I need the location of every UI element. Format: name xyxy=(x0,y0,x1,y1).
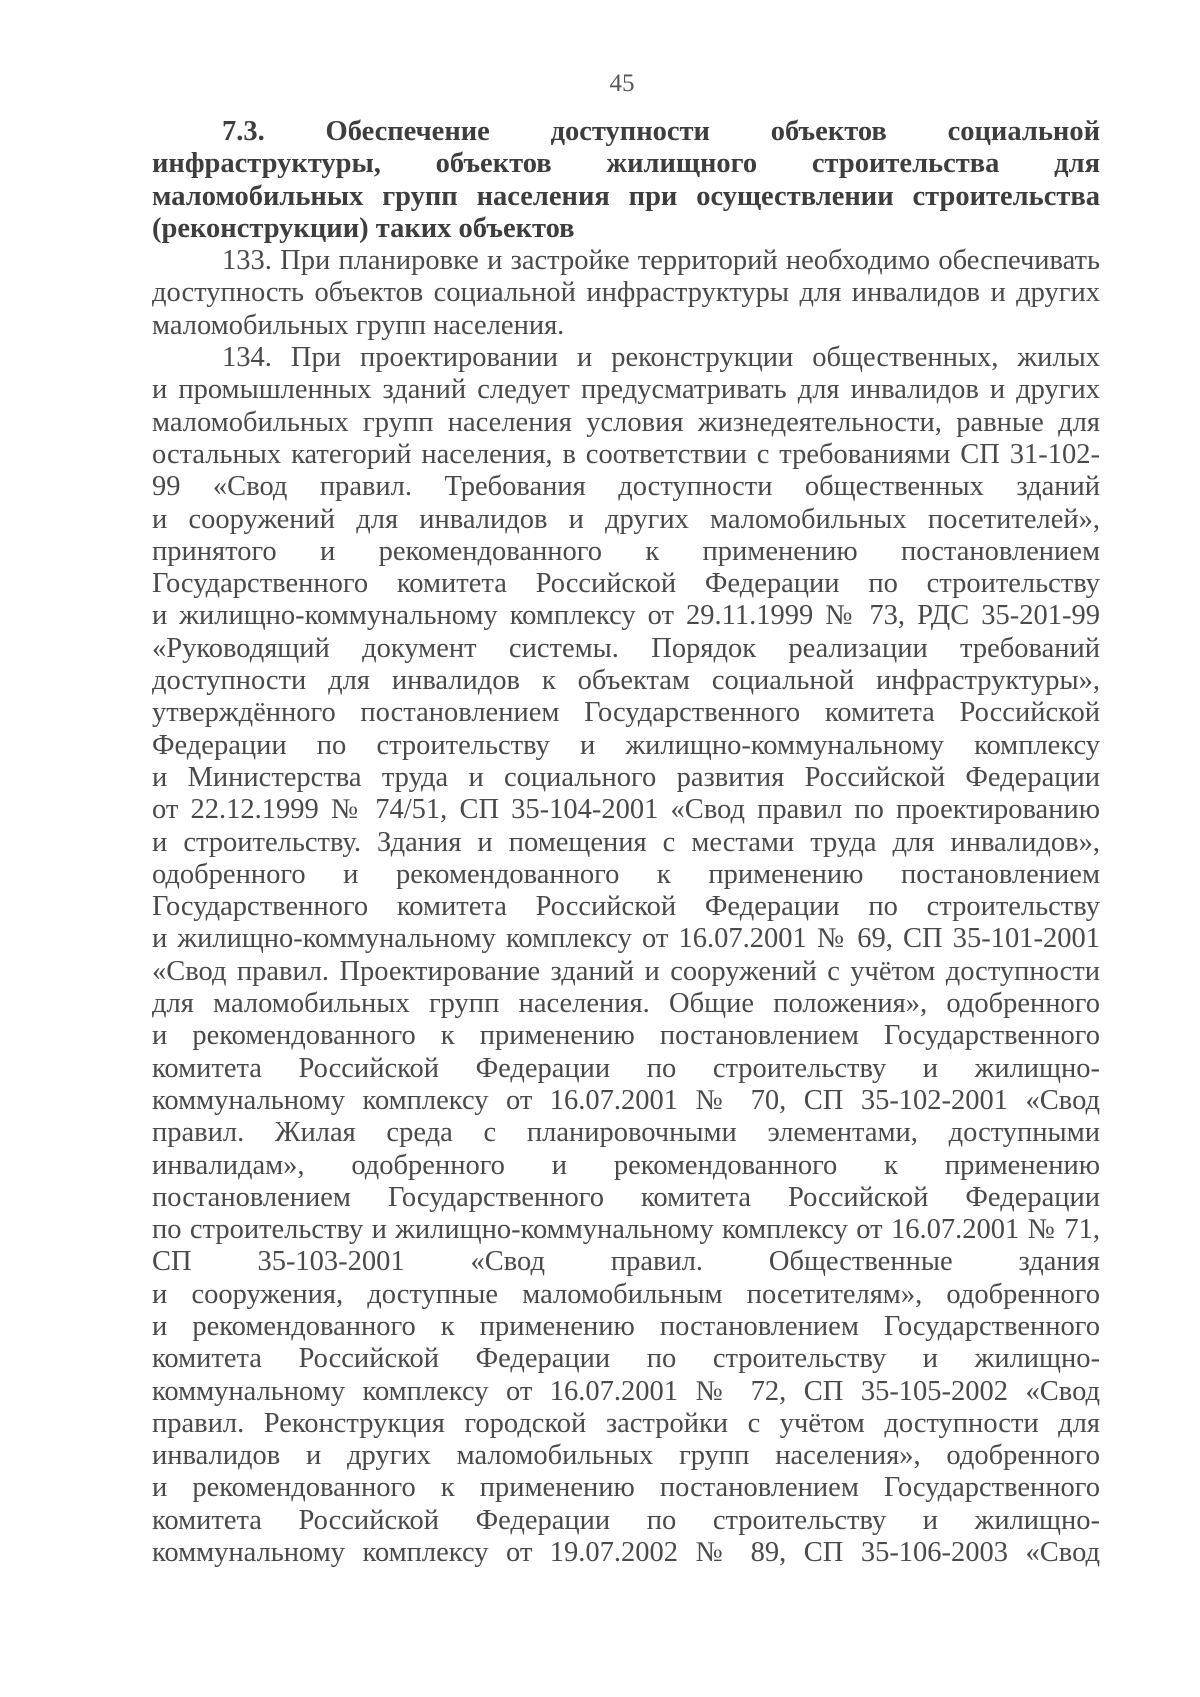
paragraph-line: правил. Жилая среда с планировочными элементами, доступными xyxy=(152,1117,1100,1149)
paragraph-line: постановлением Государственного комитета Российской Федерации xyxy=(152,1181,1100,1213)
heading-line: (реконструкции) таких объектов xyxy=(152,212,575,244)
heading-line: инфраструктуры, объектов жилищного строительства для xyxy=(152,148,1100,180)
paragraph-line: и рекомендованного к применению постановлением Государственного xyxy=(152,1020,1100,1052)
paragraph-line: доступности для инвалидов к объектам социальной инфраструктуры», xyxy=(152,665,1100,697)
paragraph-line: инвалидов и других маломобильных групп населения», одобренного xyxy=(152,1440,1100,1472)
paragraph-line: утверждённого постановлением Государственного комитета Российской xyxy=(152,697,1100,729)
paragraph-line: и жилищно-коммунальному комплексу от 29.11.1999 № 73, РДС 35-201-99 xyxy=(152,600,1100,632)
paragraph-line: 134. При проектировании и реконструкции общественных, жилых xyxy=(222,342,1100,374)
paragraph-line: для маломобильных групп населения. Общие положения», одобренного xyxy=(152,988,1100,1020)
paragraph xyxy=(152,342,1100,1569)
paragraph-line: «Свод правил. Проектирование зданий и сооружений с учётом доступности xyxy=(152,955,1100,987)
paragraph-line: остальных категорий населения, в соответствии с требованиями СП 31-102- xyxy=(152,438,1100,470)
paragraph-line: 133. При планировке и застройке территорий необходимо обеспечивать xyxy=(222,245,1100,277)
paragraph-line: коммунальному комплексу от 19.07.2002 № 89, СП 35-106-2003 «Свод xyxy=(152,1537,1100,1569)
paragraph-line: «Руководящий документ системы. Порядок реализации требований xyxy=(152,632,1100,664)
paragraph-line: правил. Реконструкция городской застройки с учётом доступности для xyxy=(152,1407,1100,1439)
page-number: 45 xyxy=(609,70,635,97)
paragraph-line: и промышленных зданий следует предусматривать для инвалидов и других xyxy=(152,374,1100,406)
paragraph-line: СП 35-103-2001 «Свод правил. Общественные здания xyxy=(152,1246,1100,1278)
paragraph-line: Государственного комитета Российской Федерации по строительству xyxy=(152,891,1100,923)
paragraph-line: одобренного и рекомендованного к применению постановлением xyxy=(152,858,1100,890)
heading-line: маломобильных групп населения при осуществлении строительства xyxy=(152,180,1100,212)
paragraph-line: и жилищно-коммунальному комплексу от 16.07.2001 № 69, СП 35-101-2001 xyxy=(152,923,1100,955)
paragraph-line: комитета Российской Федерации по строительству и жилищно- xyxy=(152,1504,1100,1536)
paragraphs xyxy=(152,245,1100,1569)
paragraph-line: маломобильных групп населения. xyxy=(152,309,565,341)
paragraph-line: от 22.12.1999 № 74/51, СП 35-104-2001 «Свод правил по проектированию xyxy=(152,794,1100,826)
paragraph-line: Федерации по строительству и жилищно-коммунальному комплексу xyxy=(152,729,1100,761)
paragraph-line: комитета Российской Федерации по строительству и жилищно- xyxy=(152,1052,1100,1084)
paragraph-line: Государственного комитета Российской Федерации по строительству xyxy=(152,568,1100,600)
paragraph-line: и рекомендованного к применению постановлением Государственного xyxy=(152,1472,1100,1504)
paragraph-line: доступность объектов социальной инфраструктуры для инвалидов и других xyxy=(152,277,1100,309)
paragraph xyxy=(152,245,1100,342)
paragraph-line: и строительству. Здания и помещения с местами труда для инвалидов», xyxy=(152,826,1100,858)
paragraph-line: по строительству и жилищно-коммунальному комплексу от 16.07.2001 № 71, xyxy=(152,1214,1100,1246)
paragraph-line: и Министерства труда и социального развития Российской Федерации xyxy=(152,761,1100,793)
paragraph-line: и сооружения, доступные маломобильным посетителям», одобренного xyxy=(152,1278,1100,1310)
paragraph-line: коммунальному комплексу от 16.07.2001 № 70, СП 35-102-2001 «Свод xyxy=(152,1084,1100,1116)
paragraph-line: 99 «Свод правил. Требования доступности общественных зданий xyxy=(152,471,1100,503)
document-body xyxy=(152,116,1100,1569)
section-heading xyxy=(152,116,1100,245)
heading-line: 7.3. Обеспечение доступности объектов социальной xyxy=(222,116,1100,147)
paragraph-line: и рекомендованного к применению постановлением Государственного xyxy=(152,1310,1100,1342)
paragraph-line: и сооружений для инвалидов и других маломобильных посетителей», xyxy=(152,503,1100,535)
paragraph-line: комитета Российской Федерации по строительству и жилищно- xyxy=(152,1343,1100,1375)
paragraph-line: коммунальному комплексу от 16.07.2001 № 72, СП 35-105-2002 «Свод xyxy=(152,1375,1100,1407)
paragraph-line: принятого и рекомендованного к применению постановлением xyxy=(152,535,1100,567)
paragraph-line: маломобильных групп населения условия жизнедеятельности, равные для xyxy=(152,406,1100,438)
paragraph-line: инвалидам», одобренного и рекомендованного к применению xyxy=(152,1149,1100,1181)
